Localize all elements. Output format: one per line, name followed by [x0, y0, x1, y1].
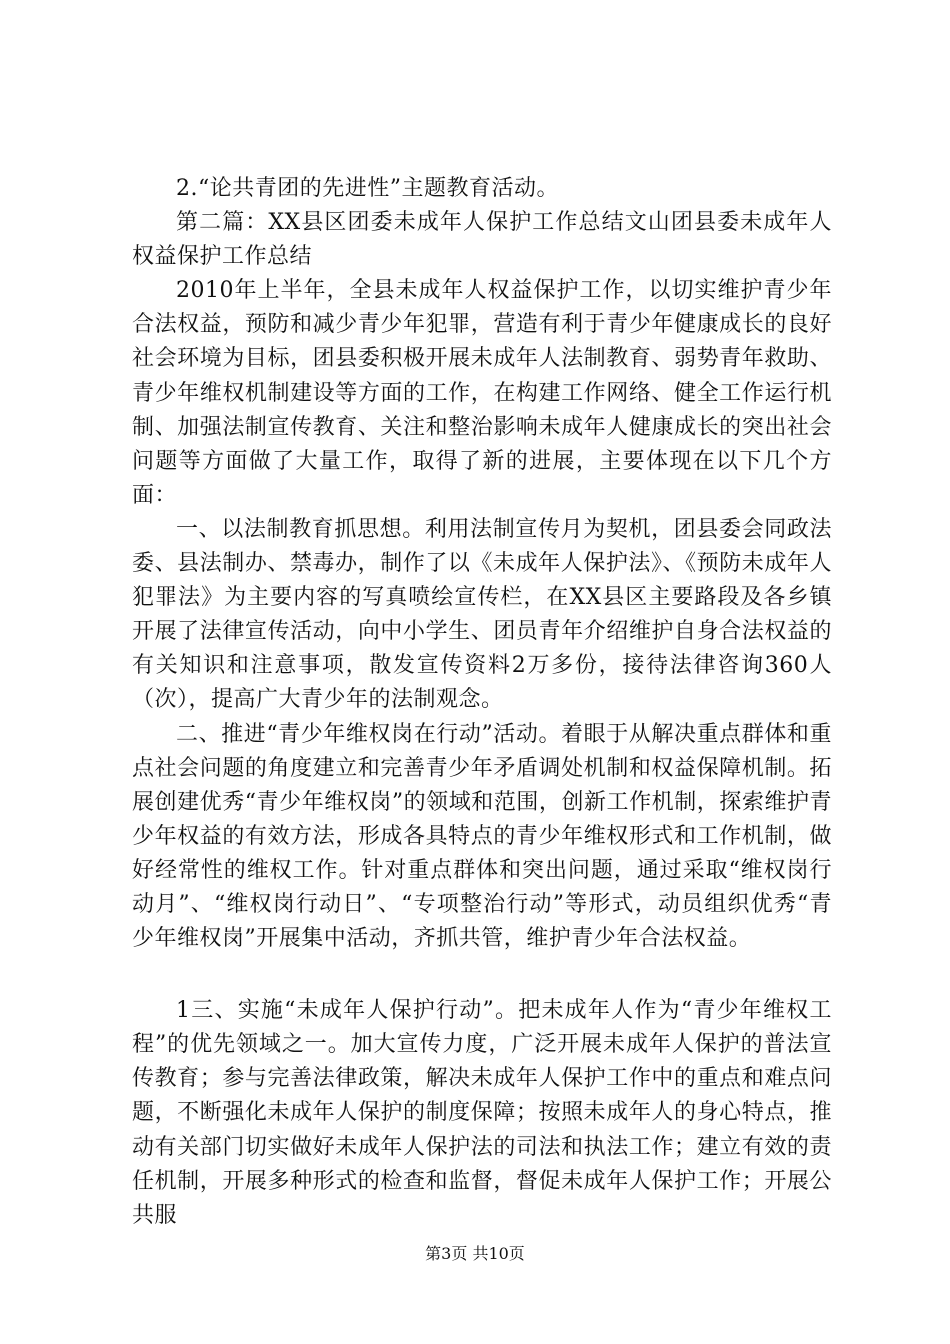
paragraph-item-heading: 2.“论共青团的先进性”主题教育活动。 [176, 176, 559, 201]
paragraph-point-1: 一、以法制教育抓思想。利用法制宣传月为契机，团县委会同政法委、县法制办、禁毒办，制作了以《未成年人保护法》、《预防未成年人犯罪法》为主要内容的写真喷绘宣传栏，在XX县区主要路段及各乡镇开展了法律宣传活动，向中小学生、团员青年介绍维护自身合法权益的有关知识和注意事项，散发宣传资料2万多份，接待法律咨询360人（次），提高广大青少年的法制观念。 [132, 516, 832, 713]
paragraph-section-title: 第二篇：XX县区团委未成年人保护工作总结文山团县委未成年人权益保护工作总结 [132, 210, 832, 270]
paragraph-point-2: 二、推进“青少年维权岗在行动”活动。着眼于从解决重点群体和重点社会问题的角度建立和完善青少年矛盾调处机制和权益保障机制。拓展创建优秀“青少年维权岗”的领域和范围，创新工作机制，探索维护青少年权益的有效方法，形成各具特点的青少年维权形式和工作机制，做好经常性的维权工作。针对重点群体和突出问题，通过采取“维权岗行动月”、“维权岗行动日”、“专项整治行动”等形式，动员组织优秀“青少年维权岗”开展集中活动，齐抓共管，维护青少年合法权益。 [132, 721, 832, 952]
paragraph-point-3: 1三、实施“未成年人保护行动”。把未成年人作为“青少年维权工程”的优先领域之一。加大宣传力度，广泛开展未成年人保护的普法宣传教育；参与完善法律政策，解决未成年人保护工作中的重点和难点问题，不断强化未成年人保护的制度保障；按照未成年人的身心特点，推动有关部门切实做好未成年人保护法的司法和执法工作；建立有效的责任机制，开展多种形式的检查和监督，督促未成年人保护工作；开展公共服 [132, 998, 832, 1228]
paragraph-intro: 2010年上半年，全县未成年人权益保护工作，以切实维护青少年合法权益，预防和减少青少年犯罪，营造有利于青少年健康成长的良好社会环境为目标，团县委积极开展未成年人法制教育、弱势青年救助、青少年维权机制建设等方面的工作，在构建工作网络、健全工作运行机制、加强法制宣传教育、关注和整治影响未成年人健康成长的突出社会问题等方面做了大量工作，取得了新的进展，主要体现在以下几个方面： [132, 278, 832, 508]
page-footer: 第3页 共10页 [425, 1244, 525, 1263]
document-body [132, 172, 832, 1233]
